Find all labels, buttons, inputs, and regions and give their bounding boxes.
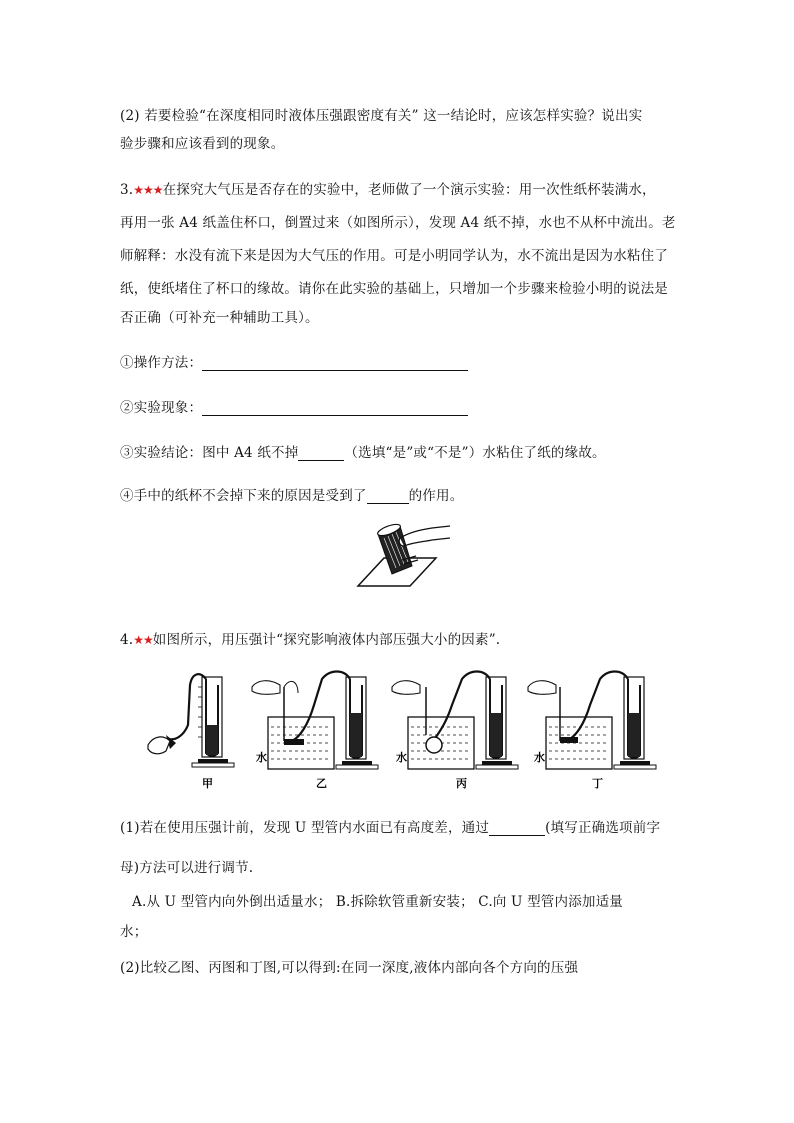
caption-bing: 丙 [456,777,467,790]
q3-item4-post: 的作用。 [408,488,464,504]
q3-item3-post: （选填“是”或“不是”）水粘住了纸的缘故。 [344,445,606,461]
caption-ding: 丁 [592,777,603,790]
q4-options-line1: A.从 U 型管内向外倒出适量水； B.拆除软管重新安装； C.向 U 型管内添加适量 [132,894,623,910]
q3-item1 [120,351,468,371]
q4-p1-line1 [120,816,660,836]
figure-bing [392,672,518,770]
q3-item2-label: ②实验现象： [120,400,203,416]
figure-yi [252,672,378,770]
q3-item2-answer-blank[interactable] [202,401,468,416]
figure-jia [148,674,234,767]
q4-p2: (2)比较乙图、丙图和丁图,可以得到:在同一深度,液体内部向各个方向的压强 [120,960,579,976]
q4-p1-line2: 母)方法可以进行调节. [120,860,254,876]
figure-ding [528,672,656,770]
q3-line3: 师解释：水没有流下来是因为大气压的作用。可是小明同学认为，水不流出是因为水粘住了 [120,248,668,264]
q3-item2 [120,396,468,416]
q3-item4-answer-blank[interactable] [367,489,409,504]
q3-number: 3. [120,182,134,198]
q4-number: 4. [120,632,134,648]
water-label-bing: 水 [396,751,407,764]
q3-line1 [120,178,656,198]
q3-item3 [120,441,606,461]
q3-item1-label: ①操作方法： [120,355,203,371]
caption-yi: 乙 [316,777,327,790]
pressure-gauge-figures [140,665,680,790]
q4-p1-pre: (1)若在使用压强计前，发现 U 型管内水面已有高度差，通过 [120,820,490,836]
q3-line5: 否正确（可补充一种辅助工具）。 [120,310,319,326]
q3-item3-pre: ③实验结论：图中 A4 纸不掉 [120,445,299,461]
q3-difficulty-stars: ★★★ [133,183,163,197]
inverted-cup-figure [340,516,452,592]
q3-item1-answer-blank[interactable] [202,356,468,371]
water-label-ding: 水 [534,751,545,764]
q4-title: 如图所示，用压强计“探究影响液体内部压强大小的因素”. [152,632,501,648]
q2-part2-line2: 验步骤和应该看到的现象。 [120,136,285,152]
q4-p1-answer-blank[interactable] [489,821,545,836]
q3-item3-answer-blank[interactable] [298,446,344,461]
q4-difficulty-stars: ★★ [133,633,153,647]
caption-jia: 甲 [202,777,213,790]
q3-item4 [120,484,463,504]
q3-line1-text: 在探究大气压是否存在的实验中，老师做了一个演示实验：用一次性纸杯装满水， [162,182,656,198]
q4-options-line2: 水； [120,924,148,940]
water-label-yi: 水 [256,751,267,764]
q2-part2-line1: (2) 若要检验“在深度相同时液体压强跟密度有关” 这一结论时，应该怎样实验？说出实 [120,108,643,124]
q3-line4: 纸，使纸堵住了杯口的缘故。请你在此实验的基础上，只增加一个步骤来检验小明的说法是 [120,281,668,297]
q3-item4-pre: ④手中的纸杯不会掉下来的原因是受到了 [120,488,367,504]
q4-p1-post: (填写正确选项前字 [545,820,661,836]
q3-line2: 再用一张 A4 纸盖住杯口，倒置过来（如图所示），发现 A4 纸不掉，水也不从杯中流出。老 [120,215,676,231]
q4-title-line [120,628,500,648]
